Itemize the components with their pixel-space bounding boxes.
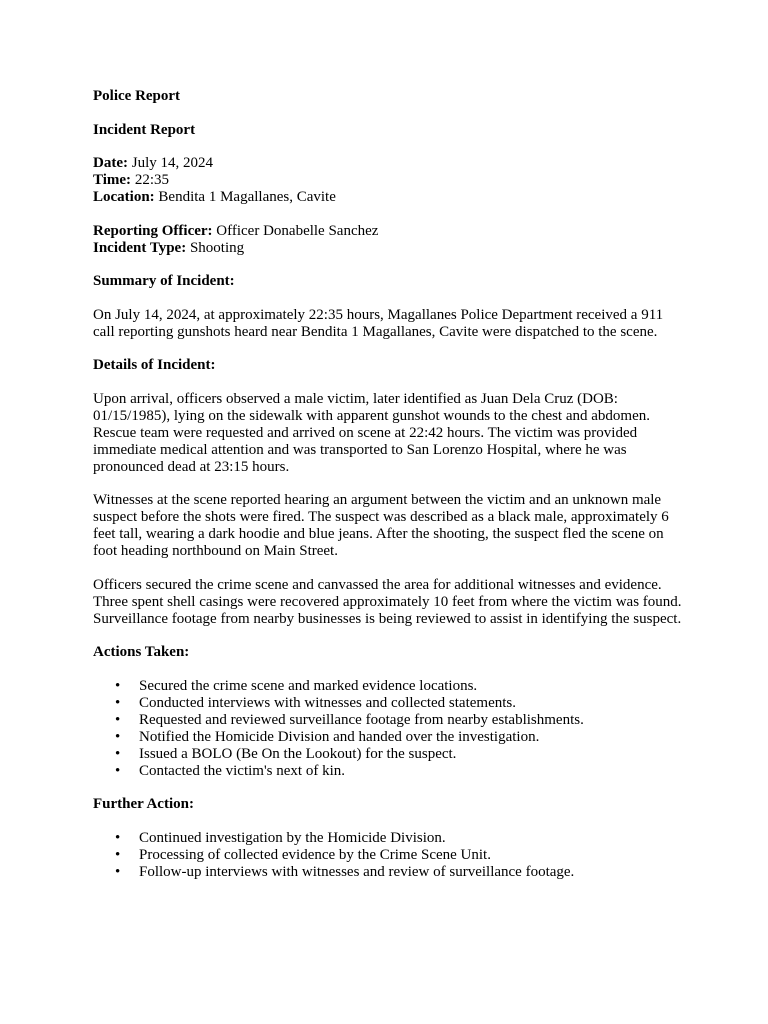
details-heading	[93, 357, 683, 374]
summary-heading	[93, 273, 683, 290]
location-value: Bendita 1 Magallanes, Cavite	[154, 189, 336, 205]
officer-value: Officer Donabelle Sanchez	[212, 222, 379, 239]
officer-block	[93, 223, 683, 257]
officer-label: Reporting Officer:	[93, 222, 213, 239]
details-paragraph-2: Witnesses at the scene reported hearing an argument between the victim and an unknown male suspect before the shots were fired. The suspect was described as a black male, approximately 6 feet tall, wearing a dark hoodie and blue jeans. After the shooting, the suspect fled the scene on foot heading northbound on Main Street.	[93, 492, 669, 559]
further-heading	[93, 796, 683, 813]
list-item-text: Continued investigation by the Homicide Division.	[139, 829, 446, 846]
list-item-text: Notified the Homicide Division and handed over the investigation.	[139, 728, 540, 745]
list-item	[115, 728, 683, 746]
list-item	[115, 846, 683, 864]
list-item	[115, 762, 683, 780]
list-item	[115, 829, 683, 847]
date-field	[93, 155, 683, 172]
list-item-text: Follow-up interviews with witnesses and review of surveillance footage.	[139, 863, 575, 880]
list-item-text: Requested and reviewed surveillance footage from nearby establishments.	[139, 711, 584, 728]
bullet-icon: •	[115, 711, 121, 728]
list-item-text: Issued a BOLO (Be On the Lookout) for the suspect.	[139, 745, 457, 762]
list-item	[115, 694, 683, 712]
location-label: Location:	[93, 189, 155, 205]
further-heading-text: Further Action:	[93, 796, 194, 812]
incident-type-field	[93, 240, 683, 257]
incident-meta-block	[93, 155, 683, 206]
list-item	[115, 863, 683, 881]
document-page	[93, 88, 683, 897]
officer-field	[93, 223, 683, 240]
report-title-text: Police Report	[93, 88, 181, 104]
list-item-text: Processing of collected evidence by the Crime Scene Unit.	[139, 846, 491, 863]
report-title	[93, 88, 683, 105]
bullet-icon: •	[115, 728, 121, 745]
report-subtitle	[93, 122, 683, 139]
time-field	[93, 172, 683, 189]
bullet-icon: •	[115, 846, 121, 863]
bullet-icon: •	[115, 694, 121, 711]
further-list	[93, 830, 683, 881]
bullet-icon: •	[115, 863, 121, 880]
actions-list	[93, 678, 683, 780]
bullet-icon: •	[115, 677, 121, 694]
summary-heading-text: Summary of Incident:	[93, 273, 235, 289]
list-item	[115, 677, 683, 695]
actions-heading	[93, 644, 683, 661]
bullet-icon: •	[115, 829, 121, 846]
bullet-icon: •	[115, 745, 121, 762]
time-value: 22:35	[131, 172, 169, 188]
report-subtitle-text: Incident Report	[93, 121, 196, 138]
date-label: Date:	[93, 155, 128, 171]
summary-paragraph: On July 14, 2024, at approximately 22:35 hours, Magallanes Police Department received a 911 call reporting gunshots heard near Bendita 1 Magallanes, Cavite were dispatched to the scene.	[93, 306, 664, 340]
bullet-icon: •	[115, 762, 121, 779]
list-item	[115, 711, 683, 729]
list-item	[115, 745, 683, 763]
date-value: July 14, 2024	[127, 155, 213, 171]
details-paragraph-1: Upon arrival, officers observed a male victim, later identified as Juan Dela Cruz (DOB: 01/15/1985), lying on the sidewalk with apparent gunshot wounds to the chest and abdomen. Rescue team were requested and arrived on scene at 22:42 hours. The victim was provided immediate medical attention and was transported to San Lorenzo Hospital, where he was pronounced dead at 23:15 hours.	[93, 390, 650, 475]
actions-heading-text: Actions Taken:	[93, 644, 190, 660]
details-heading-text: Details of Incident:	[93, 357, 216, 373]
list-item-text: Conducted interviews with witnesses and collected statements.	[139, 694, 516, 711]
list-item-text: Secured the crime scene and marked evidence locations.	[139, 677, 478, 694]
list-item-text: Contacted the victim's next of kin.	[139, 762, 345, 779]
incident-type-value: Shooting	[186, 239, 245, 256]
time-label: Time:	[93, 172, 132, 188]
location-field	[93, 189, 683, 206]
details-paragraph-3: Officers secured the crime scene and canvassed the area for additional witnesses and evidence. Three spent shell casings were recovered approximately 10 feet from where the victim was found. Surveillance footage from nearby businesses is being reviewed to assist in identifying the suspect.	[93, 576, 682, 627]
incident-type-label: Incident Type:	[93, 239, 187, 256]
